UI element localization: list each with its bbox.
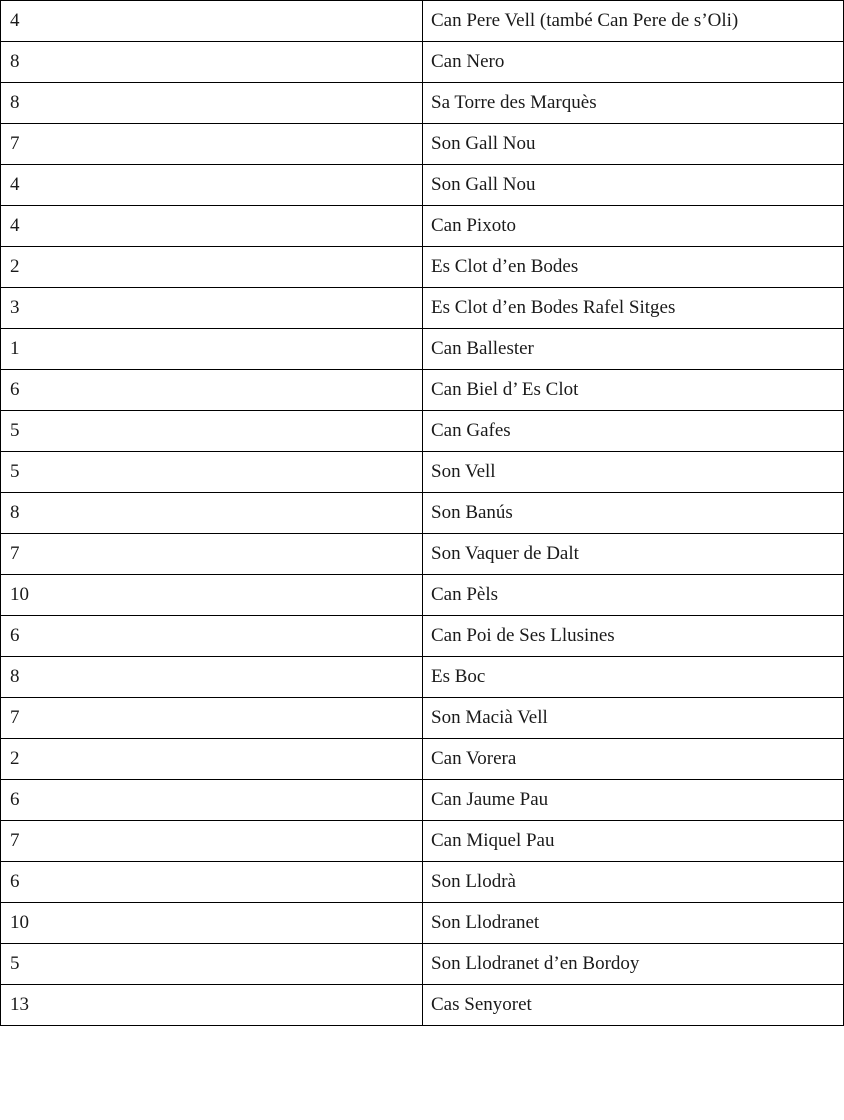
name-cell: Son Llodranet [423,903,844,944]
name-cell: Can Nero [423,42,844,83]
number-cell: 8 [1,42,423,83]
table-row [1,42,844,83]
table-row [1,83,844,124]
table-row [1,247,844,288]
number-cell: 2 [1,247,423,288]
name-cell: Can Poi de Ses Llusines [423,616,844,657]
name-cell: Son Vell [423,452,844,493]
name-cell: Es Clot d’en Bodes Rafel Sitges [423,288,844,329]
number-cell: 10 [1,575,423,616]
table-row [1,862,844,903]
number-cell: 13 [1,985,423,1026]
table-row [1,124,844,165]
number-cell: 1 [1,329,423,370]
table-row [1,329,844,370]
name-cell: Es Boc [423,657,844,698]
name-cell: Sa Torre des Marquès [423,83,844,124]
number-cell: 6 [1,780,423,821]
name-cell: Can Biel d’ Es Clot [423,370,844,411]
name-cell: Can Vorera [423,739,844,780]
table-row [1,903,844,944]
name-cell: Son Gall Nou [423,124,844,165]
table-row [1,739,844,780]
table-row [1,534,844,575]
table-row [1,288,844,329]
number-cell: 7 [1,698,423,739]
name-cell: Can Jaume Pau [423,780,844,821]
number-cell: 6 [1,862,423,903]
name-cell: Can Pere Vell (també Can Pere de s’Oli) [423,1,844,42]
name-cell: Son Vaquer de Dalt [423,534,844,575]
name-cell: Can Miquel Pau [423,821,844,862]
number-cell: 10 [1,903,423,944]
table-row [1,370,844,411]
table-row [1,780,844,821]
name-cell: Son Macià Vell [423,698,844,739]
table-row [1,493,844,534]
number-cell: 4 [1,206,423,247]
table-row [1,616,844,657]
table-row [1,985,844,1026]
number-cell: 8 [1,493,423,534]
number-cell: 4 [1,1,423,42]
name-cell: Es Clot d’en Bodes [423,247,844,288]
name-cell: Son Llodrà [423,862,844,903]
name-cell: Can Pixoto [423,206,844,247]
number-cell: 4 [1,165,423,206]
table-body [1,1,844,1026]
number-cell: 5 [1,944,423,985]
number-cell: 7 [1,124,423,165]
number-cell: 8 [1,657,423,698]
table-row [1,452,844,493]
name-cell: Cas Senyoret [423,985,844,1026]
number-cell: 7 [1,821,423,862]
number-cell: 8 [1,83,423,124]
name-cell: Son Gall Nou [423,165,844,206]
table-row [1,657,844,698]
name-cell: Can Ballester [423,329,844,370]
table-row [1,165,844,206]
number-cell: 5 [1,452,423,493]
table-row [1,944,844,985]
table-row [1,575,844,616]
table-row [1,1,844,42]
table-row [1,206,844,247]
table-row [1,698,844,739]
name-cell: Can Pèls [423,575,844,616]
number-cell: 6 [1,370,423,411]
table-row [1,821,844,862]
name-cell: Son Banús [423,493,844,534]
name-cell: Can Gafes [423,411,844,452]
name-cell: Son Llodranet d’en Bordoy [423,944,844,985]
number-cell: 6 [1,616,423,657]
number-cell: 2 [1,739,423,780]
number-cell: 5 [1,411,423,452]
table-row [1,411,844,452]
number-cell: 7 [1,534,423,575]
number-cell: 3 [1,288,423,329]
